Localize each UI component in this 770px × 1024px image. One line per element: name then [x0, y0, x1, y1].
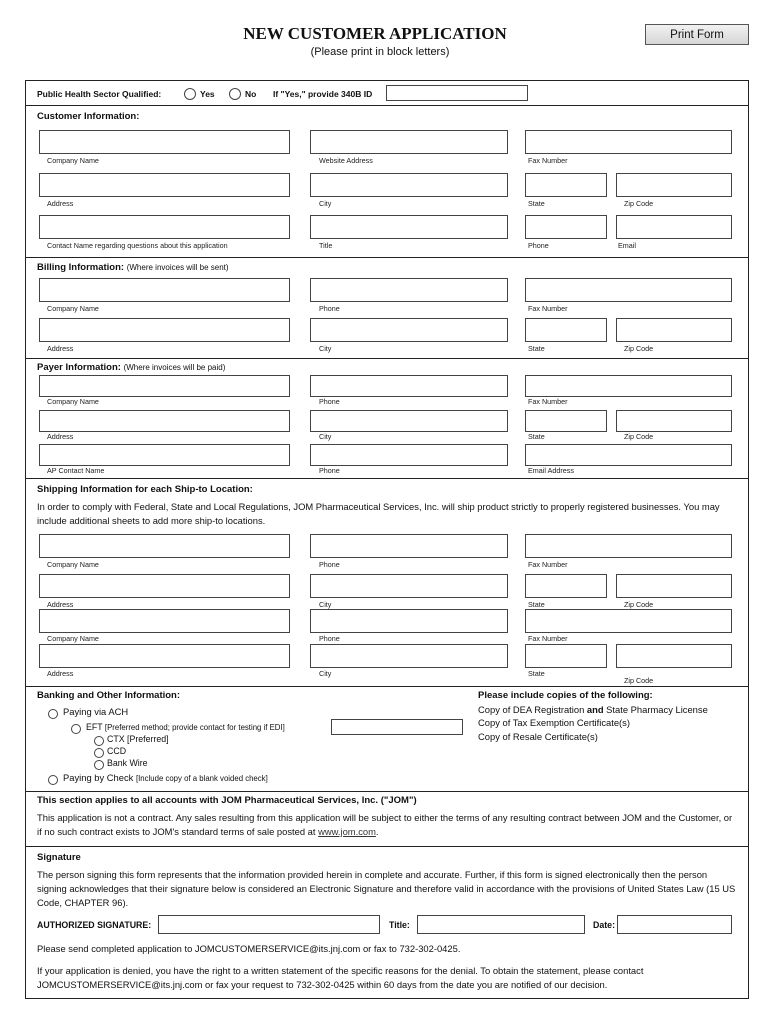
billing-fax-input[interactable] [525, 278, 732, 302]
ship2-city-label: City [319, 669, 332, 678]
ship1-company-input[interactable] [39, 534, 290, 558]
payer-state-label: State [528, 432, 545, 441]
ship2-phone-input[interactable] [310, 609, 508, 633]
customer-phone-label: Phone [528, 241, 549, 250]
check-text: Paying by Check [63, 772, 134, 783]
send-instructions: Please send completed application to JOMCUSTOMERSERVICE@its.jnj.com or fax to 732-302-0425. [37, 943, 461, 954]
authorized-signature-label: AUTHORIZED SIGNATURE: [37, 920, 152, 930]
ship2-city-input[interactable] [310, 644, 508, 668]
payer-company-input[interactable] [39, 375, 290, 397]
payer-zip-label: Zip Code [624, 432, 654, 441]
ccd-label: CCD [107, 746, 127, 756]
phs-yes-label: Yes [200, 89, 215, 99]
ship2-address-input[interactable] [39, 644, 290, 668]
ship2-company-input[interactable] [39, 609, 290, 633]
phs-yes-radio[interactable] [184, 88, 196, 100]
customer-title-input[interactable] [310, 215, 508, 239]
customer-section-title: Customer Information: [37, 111, 140, 122]
ship1-state-input[interactable] [525, 574, 607, 598]
divider [26, 478, 748, 479]
payer-email-label: Email Address [528, 466, 574, 475]
payer-note: (Where invoices will be paid) [123, 363, 226, 372]
customer-contact-input[interactable] [39, 215, 290, 239]
payer-zip-input[interactable] [616, 410, 732, 432]
check-label [63, 771, 268, 786]
phs-no-radio[interactable] [229, 88, 241, 100]
ship1-address-label: Address [47, 600, 74, 609]
ship1-phone-label: Phone [319, 560, 340, 569]
ship1-phone-input[interactable] [310, 534, 508, 558]
payer-phone2-input[interactable] [310, 444, 508, 466]
ctx-radio[interactable] [94, 736, 104, 746]
billing-state-input[interactable] [525, 318, 607, 342]
check-note: [Include copy of a blank voided check] [135, 774, 268, 783]
payer-address-input[interactable] [39, 410, 290, 432]
shipping-section-title: Shipping Information for each Ship-to Location: [37, 484, 253, 495]
340b-id-label: If "Yes," provide 340B ID [273, 89, 373, 99]
signature-text: The person signing this form represents that the information provided herein in complete and accurate. Further, if this form is signed electronically then the person signing acknowledges that their signature below is considered an Electronic Signature and therefore valid in accordance with the provisions of United States Law (15 US Code, CHAPTER 96). [37, 869, 736, 908]
copy-resale-cert: Copy of Resale Certificate(s) [478, 731, 598, 742]
signature-title-label: Title: [389, 920, 410, 930]
billing-address-input[interactable] [39, 318, 290, 342]
billing-zip-label: Zip Code [624, 344, 654, 353]
ship2-zip-input[interactable] [616, 644, 732, 668]
ship2-company-label: Company Name [47, 634, 99, 643]
ship2-address-label: Address [47, 669, 74, 678]
customer-address-input[interactable] [39, 173, 290, 197]
ship2-zip-label: Zip Code [624, 676, 654, 685]
customer-phone-input[interactable] [525, 215, 607, 239]
payer-ap-contact-label: AP Contact Name [47, 466, 105, 475]
ctx-label: CTX [Preferred] [107, 734, 169, 744]
jom-website-link[interactable]: www.jom.com [318, 826, 376, 837]
customer-address-label: Address [47, 199, 74, 208]
customer-zip-input[interactable] [616, 173, 732, 197]
authorized-signature-input[interactable] [158, 915, 380, 934]
billing-company-input[interactable] [39, 278, 290, 302]
customer-city-input[interactable] [310, 173, 508, 197]
check-radio[interactable] [48, 775, 58, 785]
divider [26, 791, 748, 792]
payer-ap-contact-input[interactable] [39, 444, 290, 466]
copy1-text-a: Copy of DEA Registration [478, 704, 587, 715]
billing-city-input[interactable] [310, 318, 508, 342]
eft-contact-input[interactable] [331, 719, 463, 735]
jom-text-body: This application is not a contract. Any sales resulting from this application will be subject to either the terms of any resulting contract between JOM and the Customer, or if no such contract exists to JOM's standard terms of sale posted at [37, 812, 733, 837]
copies-title: Please include copies of the following: [478, 690, 653, 701]
customer-website-label: Website Address [319, 156, 373, 165]
ship1-fax-input[interactable] [525, 534, 732, 558]
ship1-zip-input[interactable] [616, 574, 732, 598]
page-title: NEW CUSTOMER APPLICATION [243, 24, 507, 43]
billing-phone-input[interactable] [310, 278, 508, 302]
ship1-address-input[interactable] [39, 574, 290, 598]
copy-dea-license [478, 703, 708, 717]
ship1-zip-label: Zip Code [624, 600, 654, 609]
ship1-state-label: State [528, 600, 545, 609]
ship2-state-label: State [528, 669, 545, 678]
customer-zip-label: Zip Code [624, 199, 654, 208]
billing-section-title [37, 262, 229, 273]
ship2-state-input[interactable] [525, 644, 607, 668]
payer-phone-input[interactable] [310, 375, 508, 397]
customer-fax-input[interactable] [525, 130, 732, 154]
payer-fax-input[interactable] [525, 375, 732, 397]
payer-phone2-label: Phone [319, 466, 340, 475]
payer-state-input[interactable] [525, 410, 607, 432]
customer-email-label: Email [618, 241, 636, 250]
jom-section-title: This section applies to all accounts with JOM Pharmaceutical Services, Inc. ("JOM") [37, 795, 417, 806]
billing-company-label: Company Name [47, 304, 99, 313]
phs-label: Public Health Sector Qualified: [37, 89, 162, 99]
banking-section-title: Banking and Other Information: [37, 690, 181, 701]
bank-wire-radio[interactable] [94, 760, 104, 770]
copy1-and: and [586, 704, 604, 715]
payer-fax-label: Fax Number [528, 397, 568, 406]
billing-zip-input[interactable] [616, 318, 732, 342]
billing-fax-label: Fax Number [528, 304, 568, 313]
print-form-button[interactable]: Print Form [645, 24, 749, 45]
jom-text [37, 811, 737, 839]
payer-title-text: Payer Information: [37, 362, 121, 373]
phs-no-label: No [245, 89, 257, 99]
billing-address-label: Address [47, 344, 74, 353]
billing-note: (Where invoices will be sent) [126, 263, 229, 272]
bank-wire-label: Bank Wire [107, 758, 148, 768]
customer-contact-label: Contact Name regarding questions about this application [47, 241, 228, 250]
ship1-city-label: City [319, 600, 332, 609]
customer-fax-label: Fax Number [528, 156, 568, 165]
eft-note: [Preferred method; provide contact for testing if EDI] [104, 723, 285, 732]
shipping-text: In order to comply with Federal, State and Local Regulations, JOM Pharmaceutical Services, Inc. will ship product strictly to properly registered businesses. You may include additional sheets to add more ship-to locations. [37, 501, 720, 526]
divider [26, 846, 748, 847]
billing-state-label: State [528, 344, 545, 353]
payer-email-input[interactable] [525, 444, 732, 466]
customer-city-label: City [319, 199, 332, 208]
divider [26, 358, 748, 359]
ach-radio[interactable] [48, 709, 58, 719]
customer-company-label: Company Name [47, 156, 99, 165]
divider [26, 686, 748, 687]
copy-tax-exemption: Copy of Tax Exemption Certificate(s) [478, 717, 630, 728]
eft-radio[interactable] [71, 724, 81, 734]
signature-section-title: Signature [37, 852, 81, 863]
divider [26, 105, 748, 106]
payer-city-label: City [319, 432, 332, 441]
signature-date-input[interactable] [617, 915, 732, 934]
jom-text-end: . [375, 826, 379, 837]
ship1-fax-label: Fax Number [528, 560, 568, 569]
ccd-radio[interactable] [94, 748, 104, 758]
signature-date-label: Date: [593, 920, 615, 930]
eft-text: EFT [86, 722, 103, 732]
billing-city-label: City [319, 344, 332, 353]
billing-title-text: Billing Information: [37, 262, 125, 273]
denial-notice: If your application is denied, you have the right to a written statement of the specific reasons for the denial. To obtain the statement, please contact JOMCUSTOMERSERVICE@its.jnj.com or fax your request to 732-302-0425 within 60 days from the date you are notified of our decision. [37, 965, 644, 990]
ship2-fax-label: Fax Number [528, 634, 568, 643]
payer-phone-label: Phone [319, 397, 340, 406]
payer-company-label: Company Name [47, 397, 99, 406]
customer-email-input[interactable] [616, 215, 732, 239]
ship1-company-label: Company Name [47, 560, 99, 569]
divider [26, 257, 748, 258]
payer-address-label: Address [47, 432, 74, 441]
signature-title-input[interactable] [417, 915, 585, 934]
payer-section-title [37, 362, 225, 373]
customer-state-label: State [528, 199, 545, 208]
ship1-city-input[interactable] [310, 574, 508, 598]
ship2-fax-input[interactable] [525, 609, 732, 633]
customer-company-input[interactable] [39, 130, 290, 154]
copy1-text-b: State Pharmacy License [603, 704, 708, 715]
customer-state-input[interactable] [525, 173, 607, 197]
page-subtitle: (Please print in block letters) [310, 46, 450, 58]
ship2-phone-label: Phone [319, 634, 340, 643]
340b-id-input[interactable] [386, 85, 528, 101]
payer-city-input[interactable] [310, 410, 508, 432]
billing-phone-label: Phone [319, 304, 340, 313]
customer-title-label: Title [319, 241, 333, 250]
ach-label: Paying via ACH [63, 706, 129, 717]
customer-website-input[interactable] [310, 130, 508, 154]
